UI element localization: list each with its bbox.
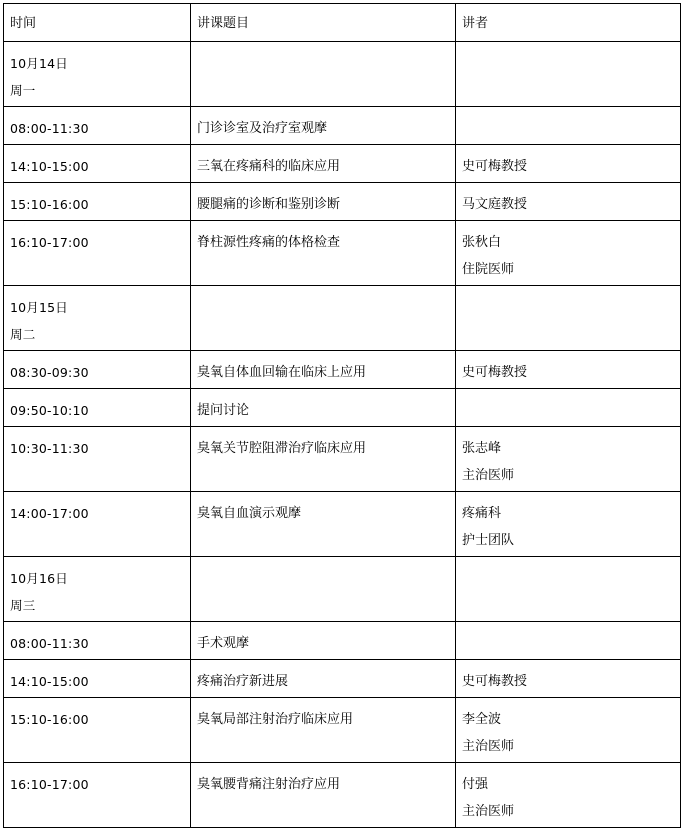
time-text: 周一 [10, 83, 36, 98]
speaker-cell [456, 389, 681, 427]
time-cell [4, 660, 191, 698]
topic-cell [191, 42, 456, 107]
header-row [4, 4, 681, 42]
table-row [4, 557, 681, 622]
topic-text: 臭氧局部注射治疗临床应用 [197, 712, 354, 727]
topic-cell [191, 492, 456, 557]
speaker-text: 史可梅教授 [462, 674, 528, 689]
topic-text: 脊柱源性疼痛的体格检查 [197, 235, 341, 250]
time-text: 15:10-16:00 [10, 197, 89, 212]
speaker-cell [456, 145, 681, 183]
table-row [4, 698, 681, 763]
table-row [4, 221, 681, 286]
topic-text [197, 50, 455, 77]
time-text: 10月14日 [10, 56, 69, 71]
schedule-table [3, 3, 681, 828]
time-text: 08:30-09:30 [10, 365, 89, 380]
table-row [4, 183, 681, 221]
speaker-text: 张秋白 [462, 235, 502, 250]
time-text: 16:10-17:00 [10, 235, 89, 250]
speaker-cell [456, 183, 681, 221]
time-text: 08:00-11:30 [10, 121, 89, 136]
topic-text: 门诊诊室及治疗室观摩 [197, 121, 328, 136]
time-cell [4, 492, 191, 557]
time-text: 周二 [10, 327, 36, 342]
topic-cell [191, 660, 456, 698]
time-text: 16:10-17:00 [10, 777, 89, 792]
speaker-cell [456, 286, 681, 351]
speaker-cell [456, 492, 681, 557]
time-text: 09:50-10:10 [10, 403, 89, 418]
speaker-text: 护士团队 [462, 533, 515, 548]
topic-cell [191, 107, 456, 145]
header-speaker: 讲者 [456, 4, 681, 42]
topic-cell [191, 763, 456, 828]
table-row [4, 286, 681, 351]
topic-text: 提问讨论 [197, 403, 250, 418]
speaker-text: 马文庭教授 [462, 197, 528, 212]
speaker-text: 疼痛科 [462, 506, 502, 521]
topic-cell [191, 183, 456, 221]
speaker-cell [456, 557, 681, 622]
speaker-cell [456, 42, 681, 107]
topic-text: 臭氧腰背痛注射治疗应用 [197, 777, 341, 792]
time-text: 10:30-11:30 [10, 441, 89, 456]
speaker-text: 史可梅教授 [462, 159, 528, 174]
speaker-text: 主治医师 [462, 468, 515, 483]
topic-text [197, 565, 455, 592]
time-cell [4, 221, 191, 286]
topic-cell [191, 427, 456, 492]
topic-text: 三氧在疼痛科的临床应用 [197, 159, 341, 174]
time-cell [4, 763, 191, 828]
speaker-text: 李全波 [462, 712, 502, 727]
speaker-cell [456, 351, 681, 389]
table-row [4, 389, 681, 427]
speaker-text: 主治医师 [462, 739, 515, 754]
speaker-text: 史可梅教授 [462, 365, 528, 380]
header-topic: 讲课题目 [191, 4, 456, 42]
topic-text: 臭氧自体血回输在临床上应用 [197, 365, 367, 380]
time-cell [4, 557, 191, 622]
topic-cell [191, 557, 456, 622]
speaker-cell [456, 698, 681, 763]
time-text: 10月15日 [10, 300, 69, 315]
topic-text: 臭氧自血演示观摩 [197, 506, 302, 521]
table-row [4, 107, 681, 145]
topic-text: 腰腿痛的诊断和鉴别诊断 [197, 197, 341, 212]
speaker-text: 张志峰 [462, 441, 502, 456]
time-cell [4, 427, 191, 492]
topic-cell [191, 351, 456, 389]
table-row [4, 351, 681, 389]
time-text: 08:00-11:30 [10, 636, 89, 651]
time-text: 14:10-15:00 [10, 674, 89, 689]
speaker-cell [456, 427, 681, 492]
speaker-cell [456, 763, 681, 828]
time-cell [4, 183, 191, 221]
time-text: 14:00-17:00 [10, 506, 89, 521]
speaker-cell [456, 660, 681, 698]
schedule-body [4, 4, 681, 828]
time-text: 15:10-16:00 [10, 712, 89, 727]
time-text: 10月16日 [10, 571, 69, 586]
time-cell [4, 107, 191, 145]
topic-cell [191, 145, 456, 183]
topic-text: 臭氧关节腔阻滞治疗临床应用 [197, 441, 367, 456]
topic-cell [191, 286, 456, 351]
topic-cell [191, 698, 456, 763]
topic-cell [191, 389, 456, 427]
time-text: 14:10-15:00 [10, 159, 89, 174]
time-cell [4, 351, 191, 389]
table-row [4, 492, 681, 557]
speaker-cell [456, 107, 681, 145]
table-row [4, 622, 681, 660]
table-row [4, 427, 681, 492]
time-cell [4, 42, 191, 107]
time-cell [4, 622, 191, 660]
table-row [4, 145, 681, 183]
time-cell [4, 145, 191, 183]
table-row [4, 660, 681, 698]
speaker-text: 主治医师 [462, 804, 515, 819]
time-cell [4, 698, 191, 763]
topic-text: 疼痛治疗新进展 [197, 674, 289, 689]
speaker-text: 住院医师 [462, 262, 515, 277]
speaker-cell [456, 622, 681, 660]
table-row [4, 42, 681, 107]
topic-cell [191, 622, 456, 660]
topic-cell [191, 221, 456, 286]
time-cell [4, 286, 191, 351]
topic-text: 手术观摩 [197, 636, 250, 651]
topic-text [197, 294, 455, 321]
time-cell [4, 389, 191, 427]
speaker-text: 付强 [462, 777, 489, 792]
table-row [4, 763, 681, 828]
speaker-cell [456, 221, 681, 286]
time-text: 周三 [10, 598, 36, 613]
header-time: 时间 [4, 4, 191, 42]
